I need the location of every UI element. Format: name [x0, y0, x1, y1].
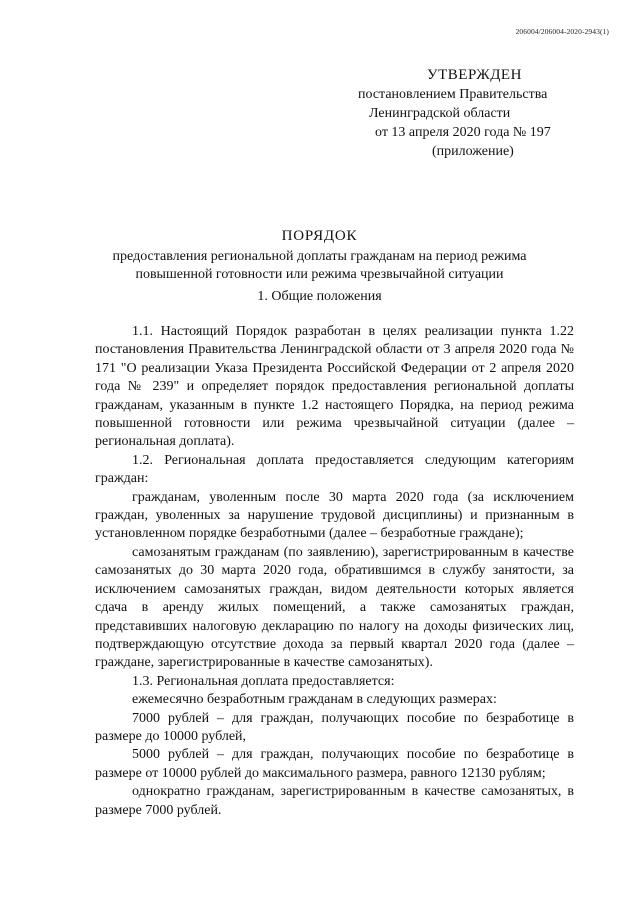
- document-body: [95, 323, 574, 820]
- paragraph-monthly: ежемесячно безработным гражданам в следующих размерах:: [132, 692, 497, 708]
- paragraph-1-2: 1.2. Региональная доплата предоставляется следующим категориям граждан:: [95, 452, 574, 487]
- document-subtitle-line-1: предоставления региональной доплаты гражданам на период режима: [112, 249, 527, 264]
- paragraph-7000: 7000 рублей – для граждан, получающих пособие по безработице в размере до 10000 рублей,: [95, 710, 574, 744]
- approval-title: УТВЕРЖДЕН: [427, 67, 522, 83]
- approval-line-4: (приложение): [432, 144, 514, 159]
- paragraph-1-3: 1.3. Региональная доплата предоставляется:: [132, 673, 395, 689]
- paragraph-1-1: 1.1. Настоящий Порядок разработан в целях реализации пункта 1.22 постановления Правительства Ленинградской области от 3 апреля 2020 года № 171 "О реализации Указа Президента Российской Федерации от 2 апреля 2020 года № 239" и определяет порядок предоставления региональной доплаты гражданам, указанным в пункте 1.2 настоящего Порядка, на период режима повышенной готовности или режима чрезвычайной ситуации (далее – региональная доплата).: [95, 324, 574, 450]
- paragraph-self-employed: самозанятым гражданам (по заявлению), зарегистрированным в качестве самозанятых до 30 марта 2020 года, обратившимся в службу занятости, за исключением самозанятых граждан, видом деятельности которых является сдача в аренду жилых помещений, а также самозанятых граждан, представивших налоговую декларацию по налогу на доходы физических лиц, подтверждающую отсутствие дохода за первый квартал 2020 года (далее – граждане, зарегистрированные в качестве самозанятых).: [95, 544, 574, 671]
- approval-line-3: от 13 апреля 2020 года № 197: [375, 125, 551, 140]
- document-title: ПОРЯДОК: [281, 228, 358, 244]
- section-title: 1. Общие положения: [257, 289, 382, 304]
- paragraph-one-time: однократно гражданам, зарегистрированным в качестве самозанятых, в размере 7000 рублей.: [95, 784, 574, 818]
- paragraph-unemployed: гражданам, уволенным после 30 марта 2020 года (за исключением граждан, уволенных за нарушение трудовой дисциплины) и признанным в установленном порядке безработными (далее – безработные граждане);: [95, 489, 574, 542]
- document-id: 206004/206004-2020-2943(1): [515, 27, 609, 36]
- document-subtitle-line-2: повышенной готовности или режима чрезвычайной ситуации: [135, 267, 504, 282]
- approval-line-2: Ленинградской области: [369, 106, 511, 121]
- approval-block: [350, 66, 580, 161]
- document-heading: [0, 226, 639, 284]
- paragraph-5000: 5000 рублей – для граждан, получающих пособие по безработице в размере от 10000 рублей до максимального размера, равного 12130 рублям;: [95, 747, 574, 781]
- approval-line-1: постановлением Правительства: [358, 87, 548, 102]
